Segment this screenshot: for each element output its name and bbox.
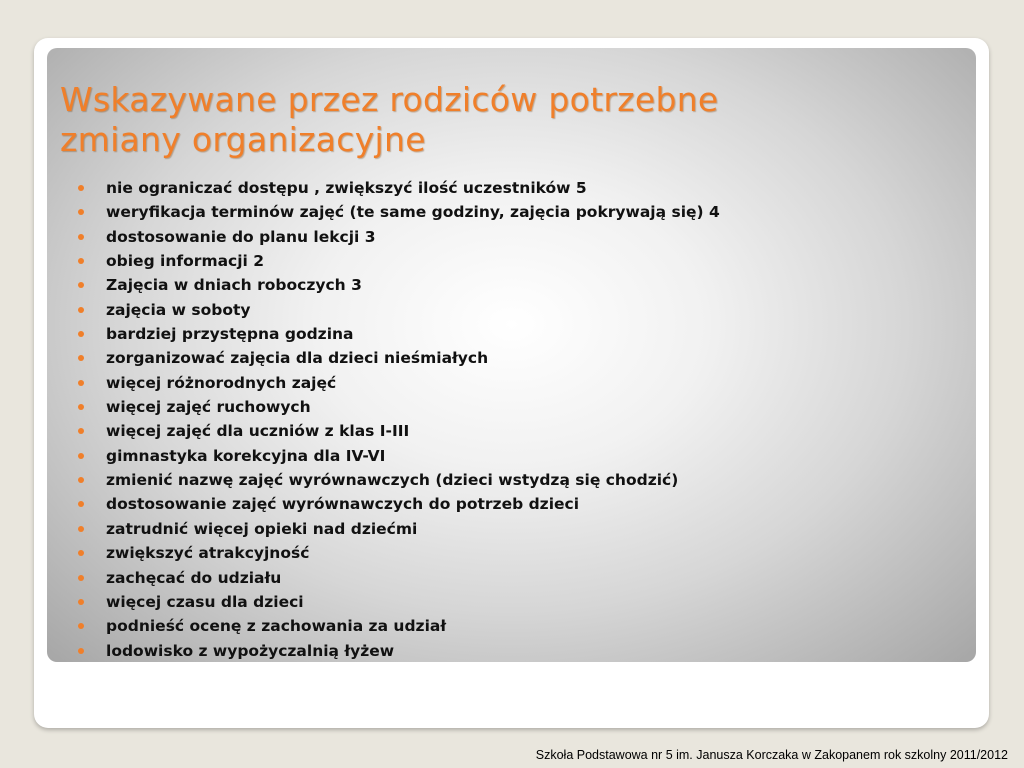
bullet-icon: [78, 526, 84, 532]
list-item-text: zachęcać do udziału: [106, 568, 282, 587]
list-item: [78, 200, 958, 224]
bullet-icon: [78, 477, 84, 483]
list-item-text: dostosowanie zajęć wyrównawczych do potrzeb dzieci: [106, 495, 580, 514]
bullet-icon: [78, 307, 84, 313]
bullet-icon: [78, 404, 84, 410]
list-item-text: zajęcia w soboty: [106, 300, 251, 319]
list-item: [78, 541, 958, 565]
bullet-icon: [78, 185, 84, 191]
bullet-icon: [78, 648, 84, 654]
bullet-icon: [78, 575, 84, 581]
bullet-icon: [78, 258, 84, 264]
list-item: [78, 444, 958, 468]
list-item: [78, 322, 958, 346]
list-item: [78, 346, 958, 370]
bullet-list: [78, 176, 958, 663]
list-item-text: więcej różnorodnych zajęć: [106, 373, 337, 392]
list-item: [78, 492, 958, 516]
bullet-icon: [78, 209, 84, 215]
slide-title-line-1: Wskazywane przez rodziców potrzebne: [60, 80, 719, 119]
bullet-icon: [78, 428, 84, 434]
list-item-text: nie ograniczać dostępu , zwiększyć ilość uczestników 5: [106, 179, 587, 197]
bullet-icon: [78, 501, 84, 507]
bullet-icon: [78, 234, 84, 240]
bullet-icon: [78, 599, 84, 605]
list-item: [78, 639, 958, 663]
list-item-text: zatrudnić więcej opieki nad dziećmi: [106, 519, 418, 538]
bullet-icon: [78, 550, 84, 556]
slide-title: [60, 80, 960, 160]
list-item: [78, 371, 958, 395]
list-item-text: zmienić nazwę zajęć wyrównawczych (dzieci wstydzą się chodzić): [106, 471, 679, 490]
list-item-text: gimnastyka korekcyjna dla IV-VI: [106, 446, 386, 465]
list-item-text: podnieść ocenę z zachowania za udział: [106, 617, 447, 636]
list-item: [78, 590, 958, 614]
bullet-icon: [78, 282, 84, 288]
list-item: [78, 225, 958, 249]
bullet-icon: [78, 453, 84, 459]
list-item-text: bardziej przystępna godzina: [106, 325, 354, 344]
list-item: [78, 419, 958, 443]
bullet-icon: [78, 355, 84, 361]
list-item-text: Zajęcia w dniach roboczych 3: [106, 276, 362, 295]
list-item: [78, 249, 958, 273]
footer-text: Szkoła Podstawowa nr 5 im. Janusza Korczaka w Zakopanem rok szkolny 2011/2012: [535, 748, 1008, 762]
list-item: [78, 614, 958, 638]
list-item-text: dostosowanie do planu lekcji 3: [106, 227, 376, 246]
list-item: [78, 176, 958, 200]
slide-title-line-2: zmiany organizacyjne: [60, 120, 426, 159]
list-item: [78, 273, 958, 297]
bullet-icon: [78, 623, 84, 629]
list-item: [78, 468, 958, 492]
bullet-icon: [78, 380, 84, 386]
list-item-text: więcej zajęć dla uczniów z klas I-III: [106, 422, 410, 441]
bullet-icon: [78, 331, 84, 337]
list-item-text: weryfikacja terminów zajęć (te same godziny, zajęcia pokrywają się) 4: [106, 203, 720, 222]
list-item-text: więcej czasu dla dzieci: [106, 592, 304, 611]
list-item: [78, 395, 958, 419]
list-item-text: zwiększyć atrakcyjność: [106, 544, 310, 563]
list-item-text: lodowisko z wypożyczalnią łyżew: [106, 641, 395, 660]
list-item-text: obieg informacji 2: [106, 252, 265, 271]
list-item: [78, 298, 958, 322]
list-item-text: zorganizować zajęcia dla dzieci nieśmiałych: [106, 349, 489, 368]
list-item-text: więcej zajęć ruchowych: [106, 398, 311, 417]
list-item: [78, 566, 958, 590]
list-item: [78, 517, 958, 541]
